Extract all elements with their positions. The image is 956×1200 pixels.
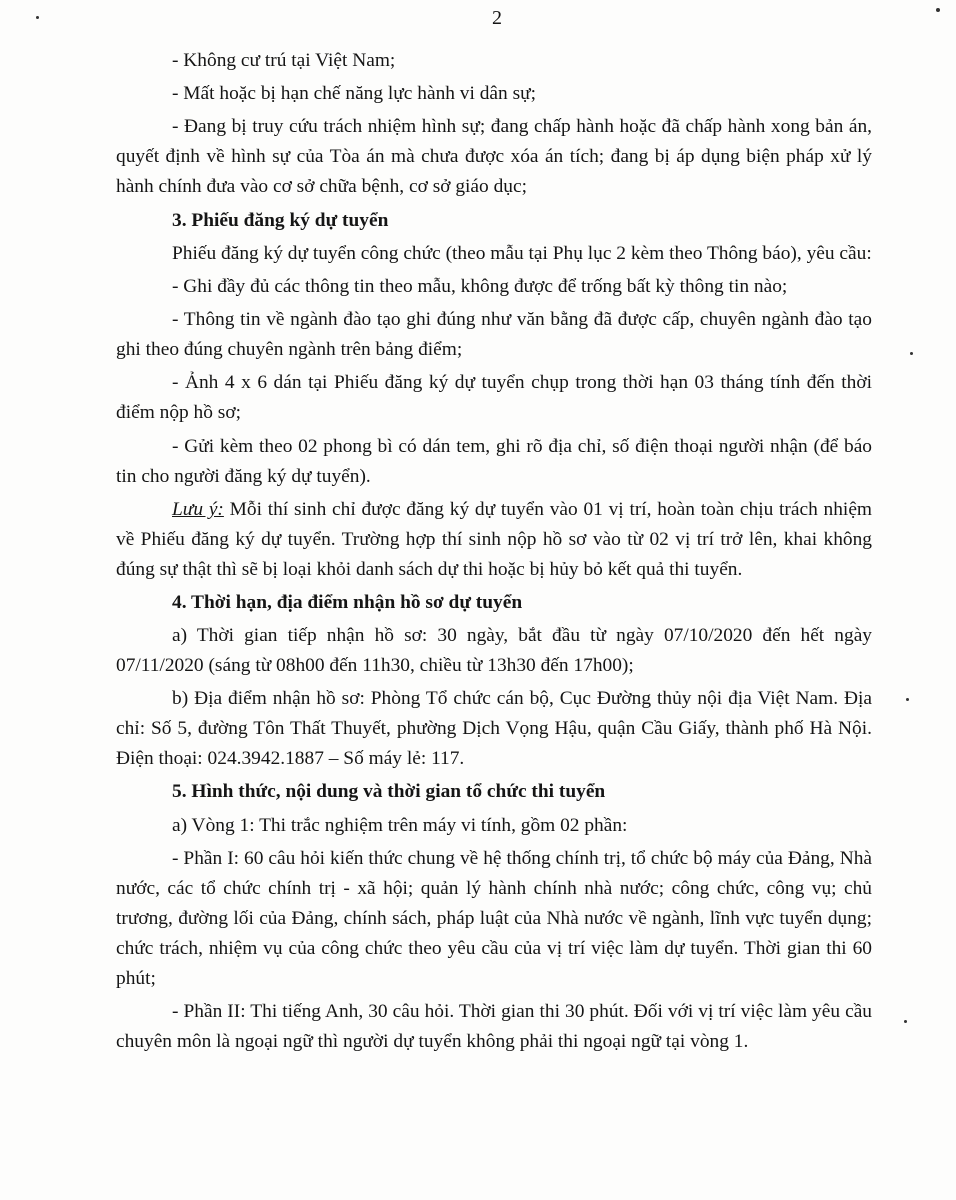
paragraph-residence: - Không cư trú tại Việt Nam; xyxy=(172,50,396,71)
scan-speck xyxy=(910,352,913,355)
document-body xyxy=(116,46,872,1060)
paragraph-registration-form: Phiếu đăng ký dự tuyển công chức (theo mẫu tại Phụ lục 2 kèm theo Thông báo), yêu cầu: xyxy=(172,242,872,264)
paragraph-receiving-time: a) Thời gian tiếp nhận hồ sơ: 30 ngày, bắt đầu từ ngày 07/10/2020 đến hết ngày 07/11/2020 (sáng từ 08h00 đến 11h30, chiều từ 13h30 đến 17h00); xyxy=(116,625,872,677)
paragraph-criminal-record: - Đang bị truy cứu trách nhiệm hình sự; đang chấp hành hoặc đã chấp hành xong bản án, quyết định về hình sự của Tòa án mà chưa được xóa án tích; đang bị áp dụng biện pháp xử lý hành chính đưa vào cơ sở chữa bệnh, cơ sở giáo dục; xyxy=(116,116,872,198)
heading-section-3: 3. Phiếu đăng ký dự tuyển xyxy=(172,209,389,231)
paragraph-part-2: - Phần II: Thi tiếng Anh, 30 câu hỏi. Thời gian thi 30 phút. Đối với vị trí việc làm yêu cầu chuyên môn là ngoại ngữ thì người dự tuyển không phải thi ngoại ngữ tại vòng 1. xyxy=(116,1001,872,1052)
note-text: Mỗi thí sinh chỉ được đăng ký dự tuyển vào 01 vị trí, hoàn toàn chịu trách nhiệm về Phiếu đăng ký dự tuyển. Trường hợp thí sinh nộp hồ sơ vào từ 02 vị trí trở lên, khai không đúng sự thật thì sẽ bị loại khỏi danh sách dự thi hoặc bị hủy bỏ kết quả thi tuyển. xyxy=(116,498,873,580)
paragraph-part-1: - Phần I: 60 câu hỏi kiến thức chung về hệ thống chính trị, tổ chức bộ máy của Đảng, Nhà nước, các tổ chức chính trị - xã hội; quản lý hành chính nhà nước; công chức, công vụ; chủ trương, đường lối của Đảng, chính sách, pháp luật của Nhà nước về ngành, lĩnh vực tuyển dụng; chức trách, nhiệm vụ của công chức theo yêu cầu của vị trí việc làm dự tuyển. Thời gian thi 60 phút; xyxy=(116,847,872,989)
note-label: Lưu ý: xyxy=(172,498,224,520)
paragraph-envelopes: - Gửi kèm theo 02 phong bì có dán tem, ghi rõ địa chỉ, số điện thoại người nhận (để báo tin cho người đăng ký dự tuyển). xyxy=(116,435,872,487)
page-number: 2 xyxy=(492,7,502,29)
paragraph-note xyxy=(116,495,872,585)
paragraph-civil-capacity: - Mất hoặc bị hạn chế năng lực hành vi dân sự; xyxy=(172,83,537,105)
paragraph-photo: - Ảnh 4 x 6 dán tại Phiếu đăng ký dự tuyển chụp trong thời hạn 03 tháng tính đến thời điểm nộp hồ sơ; xyxy=(116,372,872,424)
scan-speck xyxy=(906,698,909,701)
paragraph-fill-info: - Ghi đầy đủ các thông tin theo mẫu, không được để trống bất kỳ thông tin nào; xyxy=(172,275,788,297)
heading-section-5: 5. Hình thức, nội dung và thời gian tổ chức thi tuyển xyxy=(172,781,606,803)
scan-speck xyxy=(904,1020,907,1023)
scan-speck xyxy=(936,8,940,12)
paragraph-training-info: - Thông tin về ngành đào tạo ghi đúng như văn bằng đã được cấp, chuyên ngành đào tạo ghi theo đúng chuyên ngành trên bảng điểm; xyxy=(116,309,872,361)
heading-section-4: 4. Thời hạn, địa điểm nhận hồ sơ dự tuyển xyxy=(172,591,523,613)
scan-speck xyxy=(36,16,39,19)
paragraph-receiving-place: b) Địa điểm nhận hồ sơ: Phòng Tổ chức cán bộ, Cục Đường thủy nội địa Việt Nam. Địa chỉ: Số 5, đường Tôn Thất Thuyết, phường Dịch Vọng Hậu, quận Cầu Giấy, thành phố Hà Nội. Điện thoại: 024.3942.1887 – Số máy lẻ: 117. xyxy=(116,688,872,770)
paragraph-round-1: a) Vòng 1: Thi trắc nghiệm trên máy vi tính, gồm 02 phần: xyxy=(172,814,628,836)
